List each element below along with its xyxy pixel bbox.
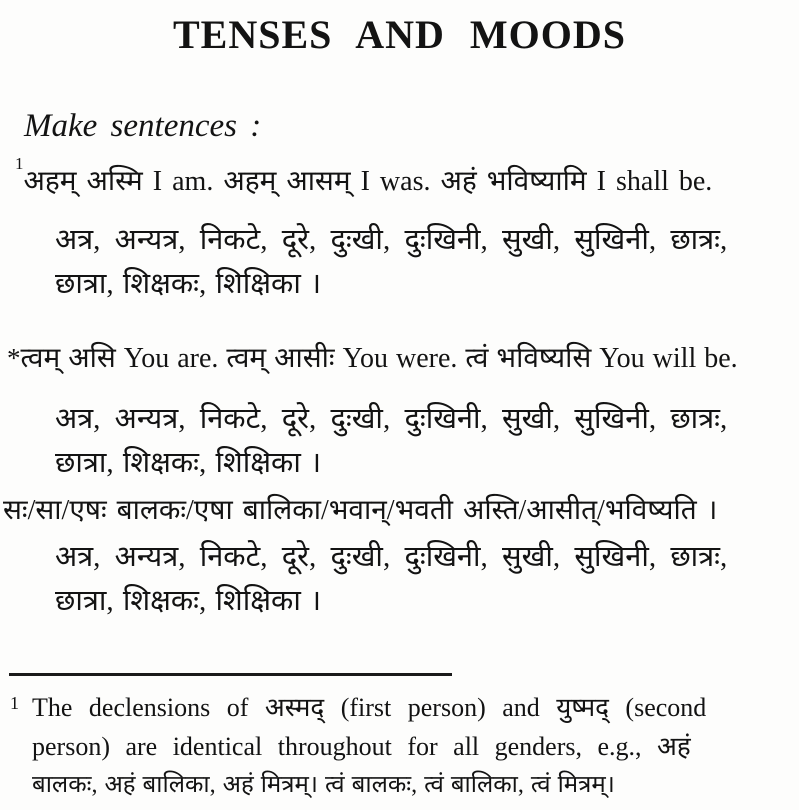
sentence-text: सः/सा/एषः बालकः/एषा बालिका/भवान्/भवती अस्ति/आसीत्/भविष्यति ।: [3, 495, 718, 526]
word-list: [55, 535, 799, 623]
footnote-text: [32, 688, 799, 805]
exercise-heading: Make sentences :: [24, 108, 262, 144]
footnote-line: The declensions of अस्मद् (first person) and युष्मद् (second: [32, 693, 707, 722]
asterisk-marker: *: [7, 343, 21, 373]
word-list-line: अत्र, अन्यत्र, निकटे, दूरे, दुःखी, दुःखिनी, सुखी, सुखिनी, छात्रः,: [55, 224, 728, 256]
section-third-person: [0, 491, 799, 623]
sentence-text: अहम् अस्मि I am. अहम् आसम् I was. अहं भविष्यामि I shall be.: [23, 166, 713, 197]
footnote-reference-marker: 1: [15, 153, 24, 173]
footnote-number: 1: [10, 693, 19, 713]
sentence-text: त्वम् असि You are. त्वम् आसीः You were. त्वं भविष्यसि You will be.: [20, 343, 738, 374]
word-list-line: छात्रा, शिक्षकः, शिक्षिका ।: [55, 268, 322, 300]
footnote-line: person) are identical throughout for all genders, e.g., अहं: [32, 732, 691, 761]
word-list-line: अत्र, अन्यत्र, निकटे, दूरे, दुःखी, दुःखिनी, सुखी, सुखिनी, छात्रः,: [55, 541, 728, 573]
word-list: [55, 218, 799, 306]
word-list-line: छात्रा, शिक्षकः, शिक्षिका ।: [55, 447, 322, 479]
footnote: [10, 688, 799, 805]
section-second-person: [0, 338, 799, 485]
section-first-person: [0, 153, 799, 306]
page-title: TENSES AND MOODS: [173, 12, 626, 57]
word-list: [55, 397, 799, 485]
word-list-line: छात्रा, शिक्षकः, शिक्षिका ।: [55, 585, 322, 617]
example-sentence-second-person: [7, 338, 799, 379]
footnote-divider-rule: [9, 673, 452, 676]
footnote-line: बालकः, अहं बालिका, अहं मित्रम्। त्वं बालकः, त्वं बालिका, त्वं मित्रम्।: [32, 772, 615, 798]
word-list-line: अत्र, अन्यत्र, निकटे, दूरे, दुःखी, दुःखिनी, सुखी, सुखिनी, छात्रः,: [55, 403, 728, 435]
example-sentence-first-person: [15, 153, 799, 202]
example-sentence-third-person: [3, 491, 799, 531]
